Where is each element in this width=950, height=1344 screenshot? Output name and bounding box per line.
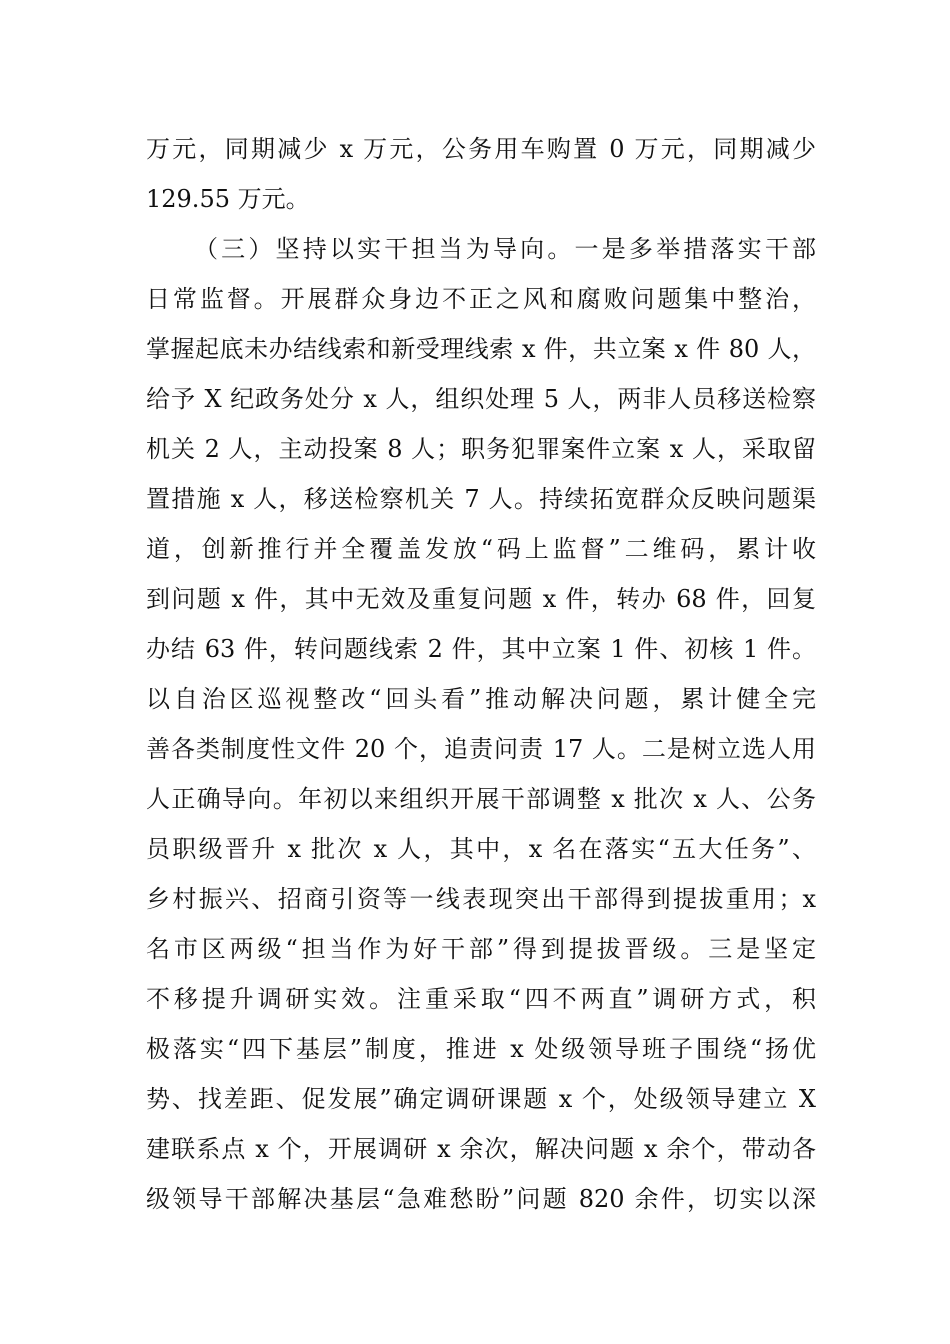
body-text bbox=[146, 124, 816, 1224]
text-line-10: 到问题 x 件，其中无效及重复问题 x 件，转办 68 件，回复 bbox=[146, 585, 816, 613]
text-line-11: 办结 63 件，转问题线索 2 件，其中立案 1 件、初核 1 件。 bbox=[146, 635, 816, 663]
text-line-8: 置措施 x 人，移送检察机关 7 人。持续拓宽群众反映问题渠 bbox=[146, 485, 816, 513]
text-line-7: 机关 2 人，主动投案 8 人；职务犯罪案件立案 x 人，采取留 bbox=[146, 435, 816, 463]
text-line-9: 道，创新推行并全覆盖发放“码上监督”二维码，累计收 bbox=[146, 535, 816, 563]
text-line-18: 不移提升调研实效。注重采取“四不两直”调研方式，积 bbox=[146, 985, 816, 1013]
text-line-15: 员职级晋升 x 批次 x 人，其中，x 名在落实“五大任务”、 bbox=[146, 835, 816, 863]
text-line-3: （三）坚持以实干担当为导向。一是多举措落实干部 bbox=[194, 235, 816, 263]
text-line-12: 以自治区巡视整改“回头看”推动解决问题，累计健全完 bbox=[146, 685, 816, 713]
text-line-17: 名市区两级“担当作为好干部”得到提拔晋级。三是坚定 bbox=[146, 935, 816, 963]
text-line-2: 129.55 万元。 bbox=[146, 185, 310, 213]
text-line-19: 极落实“四下基层”制度，推进 x 处级领导班子围绕“扬优 bbox=[146, 1035, 816, 1063]
text-line-5: 掌握起底未办结线索和新受理线索 x 件，共立案 x 件 80 人， bbox=[146, 335, 816, 363]
text-line-4: 日常监督。开展群众身边不正之风和腐败问题集中整治， bbox=[146, 285, 816, 313]
text-line-13: 善各类制度性文件 20 个，追责问责 17 人。二是树立选人用 bbox=[146, 735, 816, 763]
text-line-22: 级领导干部解决基层“急难愁盼”问题 820 余件，切实以深 bbox=[146, 1185, 816, 1213]
text-line-6: 给予 X 纪政务处分 x 人，组织处理 5 人，两非人员移送检察 bbox=[146, 385, 816, 413]
text-line-16: 乡村振兴、招商引资等一线表现突出干部得到提拔重用；x bbox=[146, 885, 816, 913]
text-line-14: 人正确导向。年初以来组织开展干部调整 x 批次 x 人、公务 bbox=[146, 785, 816, 813]
text-line-1: 万元，同期减少 x 万元，公务用车购置 0 万元，同期减少 bbox=[146, 135, 816, 163]
text-line-21: 建联系点 x 个，开展调研 x 余次，解决问题 x 余个，带动各 bbox=[146, 1135, 816, 1163]
text-line-20: 势、找差距、促发展”确定调研课题 x 个，处级领导建立 X bbox=[146, 1085, 816, 1113]
